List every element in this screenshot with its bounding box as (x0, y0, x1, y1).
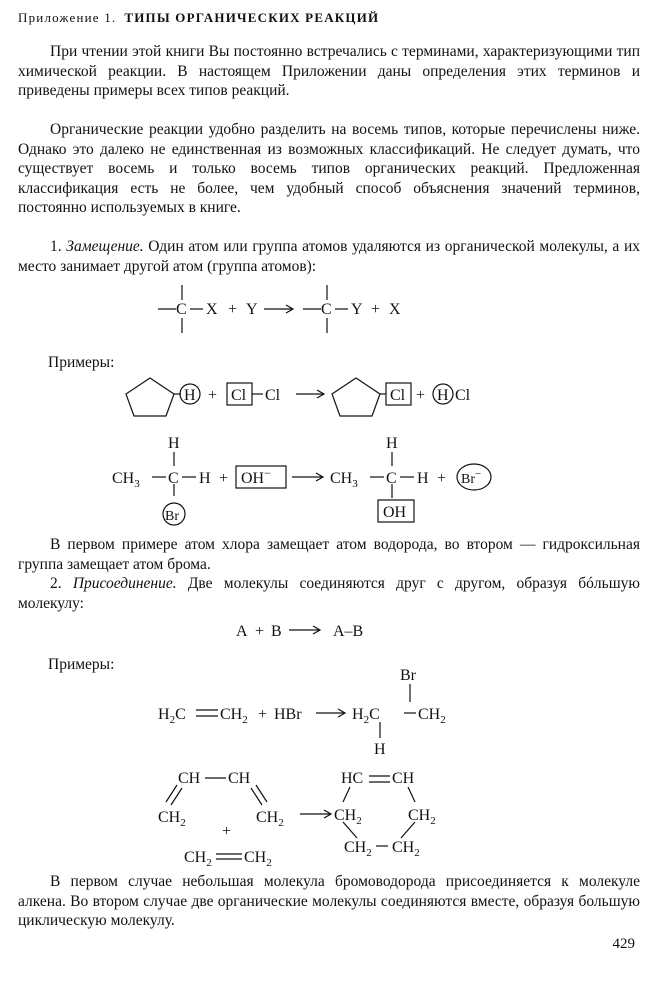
formula-a: A (236, 623, 248, 640)
formula-ch2: $CH_2$ (256, 809, 284, 829)
formula-b: B (271, 623, 282, 640)
formula-y: Y (246, 301, 258, 318)
appendix-label: Приложение 1. (18, 10, 117, 25)
formula-chlorine-boxed: Cl (231, 387, 247, 404)
formula-carbon: C (321, 301, 332, 318)
formula-h2c: $H_2C$ (352, 706, 380, 726)
formula-plus: + (255, 623, 265, 640)
formula-hydrogen: H (374, 741, 386, 758)
appendix-title: ТИПЫ ОРГАНИЧЕСКИХ РЕАКЦИЙ (124, 10, 380, 25)
formula-product-ab: A–B (333, 623, 364, 640)
formula-ch2: $CH_2$ (344, 839, 372, 859)
formula-x: X (206, 301, 218, 318)
formula-plus: + (219, 470, 229, 487)
formula-ch2: $CH_2$ (392, 839, 420, 859)
formula-plus: + (416, 387, 426, 404)
formula-ch: CH (392, 770, 415, 787)
formula-ch: CH (178, 770, 201, 787)
formula-plus: + (228, 301, 238, 318)
paragraph-addition-explanation: В первом случае небольшая молекула бромоводорода присоединяется к молекуле алкена. Во втором случае две органические молекулы соединяются вместе, образуя большую циклическую молекулу. (18, 873, 640, 929)
formula-bromide-circled: Br− (461, 468, 482, 487)
formula-hydrogen: H (437, 387, 449, 404)
formula-chlorine: Cl (265, 387, 281, 404)
formula-hc: HC (341, 770, 364, 787)
formula-y: Y (351, 301, 363, 318)
substitution-definition: Один атом или группа атомов удаляются из органической молекулы, а их место занимает другой атом (группа атомов): (18, 238, 641, 275)
formula-h2c: $H_2C$ (158, 706, 186, 726)
formula-plus: + (371, 301, 381, 318)
formula-ch2: $CH_2$ (334, 807, 362, 827)
formula-ch2: $CH_2$ (158, 809, 186, 829)
formula-hydroxyl-boxed: OH (383, 504, 407, 521)
page-number: 429 (612, 936, 635, 952)
formula-carbon: C (176, 301, 187, 318)
formula-hydrogen: H (199, 470, 211, 487)
section-number: 2. (50, 575, 62, 592)
paragraph-substitution-explanation: В первом примере атом хлора замещает атом водорода, во втором — гидроксильная группа замещает атом брома. (18, 536, 640, 573)
examples-label: Примеры: (48, 354, 115, 371)
formula-ch: CH (228, 770, 251, 787)
formula-bromine: Br (400, 667, 416, 684)
formula-plus: + (222, 823, 232, 840)
formula-carbon: C (168, 470, 179, 487)
formula-hydrogen: H (386, 435, 398, 452)
formula-bromine-circled: Br (165, 509, 179, 524)
formula-plus: + (437, 470, 447, 487)
formula-ch2: $CH_2$ (220, 706, 248, 726)
term-addition: Присоединение. (72, 575, 177, 592)
paragraph-classification: Органические реакции удобно разделить на восемь типов, которые перечислены ниже. Однако это далеко не единственная из возможных классификаций. Не следует думать, что существует восемь и только восемь типов органических реакций. Предложенная классификация есть не более, чем удобный способ объяснения значений терминов, постоянно используемых в книге. (18, 121, 640, 216)
addition-definition: Две молекулы соединяются друг с другом, образуя бóльшую молекулу: (18, 575, 640, 612)
formula-ch2: $CH_2$ (244, 849, 272, 869)
formula-hydrogen: H (168, 435, 180, 452)
formula-x: X (389, 301, 401, 318)
examples-label: Примеры: (48, 656, 115, 673)
formula-plus: + (258, 706, 268, 723)
formula-chlorine-boxed: Cl (390, 387, 406, 404)
paragraph-intro: При чтении этой книги Вы постоянно встречались с терминами, характеризующими тип химической реакции. В настоящем Приложении даны определения этих терминов и приведены примеры всех типов реакций. (18, 43, 640, 99)
formula-methyl: $CH_3$ (330, 470, 358, 490)
section-number: 1. (50, 238, 62, 255)
formula-ch2: $CH_2$ (184, 849, 212, 869)
formula-hbr: HBr (274, 706, 302, 723)
formula-hydrogen: H (417, 470, 429, 487)
term-substitution: Замещение. (66, 238, 144, 255)
formula-hydroxide: OH− (241, 466, 271, 487)
formula-methyl: $CH_3$ (112, 470, 140, 490)
formula-chlorine: Cl (455, 387, 471, 404)
formula-ch2: $CH_2$ (418, 706, 446, 726)
formula-ch2: $CH_2$ (408, 807, 436, 827)
formula-carbon: C (386, 470, 397, 487)
formula-hydrogen: H (184, 387, 196, 404)
formula-plus: + (208, 387, 218, 404)
